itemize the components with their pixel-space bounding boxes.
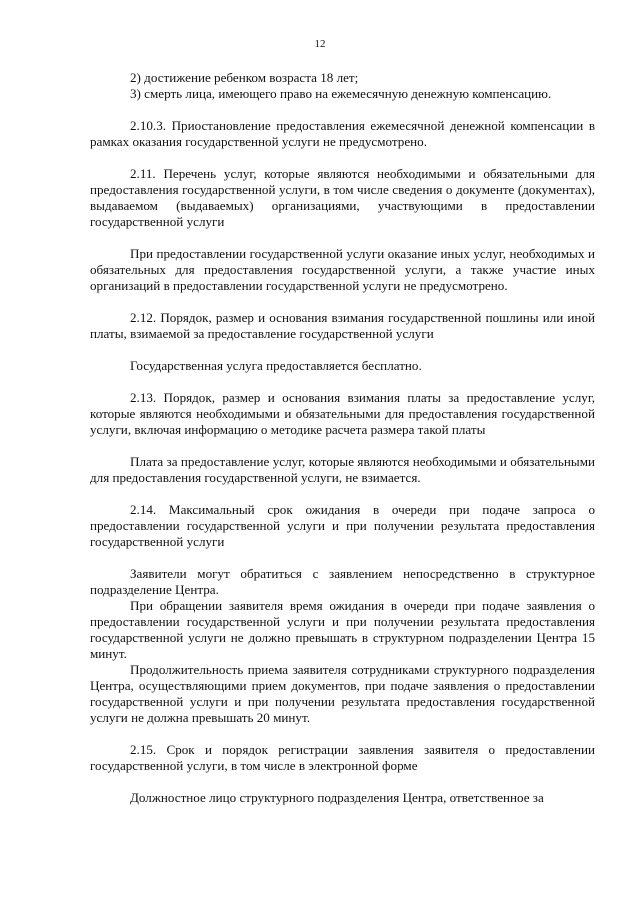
paragraph-no-other-services: При предоставлении государственной услуги оказание иных услуг, необходимых и обязательных для предоставления государственной услуги, а также участие иных организаций в предоставлении государственной услуги не предусмотрено. [90,246,595,293]
page-number: 12 [314,38,326,50]
section-heading-2-12: 2.12. Порядок, размер и основания взимания государственной пошлины или иной платы, взимаемой за предоставление государственной услуги [90,310,595,341]
section-heading-2-11: 2.11. Перечень услуг, которые являются необходимыми и обязательными для предоставления государственной услуги, в том числе сведения о документе (документах), выдаваемом (выдаваемых) организациями, участвующими в предоставлении государственной услуги [90,166,595,229]
paragraph-ward-age: 2) достижение ребенком возраста 18 лет; [130,70,359,85]
document-body [90,70,595,806]
paragraph-reception-duration: Продолжительность приема заявителя сотрудниками структурного подразделения Центра, осуществляющими прием документов, при подаче заявления о предоставлении государственной услуги и при получении результата предоставления государственной услуги не должна превышать 20 минут. [90,662,595,725]
section-heading-2-15: 2.15. Срок и порядок регистрации заявления заявителя о предоставлении государственной услуги, в том числе в электронной форме [90,742,595,773]
paragraph-no-fee: Плата за предоставление услуг, которые являются необходимыми и обязательными для предоставления государственной услуги, не взимается. [90,454,595,485]
section-heading-2-13: 2.13. Порядок, размер и основания взимания платы за предоставление услуг, которые являются необходимыми и обязательными для предоставления государственной услуги, включая информацию о методике расчета размера такой платы [90,390,595,437]
paragraph-queue-time: При обращении заявителя время ожидания в очереди при подаче заявления о предоставлении государственной услуги и при получении результата предоставления государственной услуги не должно превышать в структурном подразделении Центра 15 минут. [90,598,595,661]
paragraph-2-10-3: 2.10.3. Приостановление предоставления ежемесячной денежной компенсации в рамках оказания государственной услуги не предусмотрено. [90,118,595,149]
paragraph-death-of-recipient: 3) смерть лица, имеющего право на ежемесячную денежную компенсацию. [130,86,552,101]
section-heading-2-14: 2.14. Максимальный срок ожидания в очереди при подаче запроса о предоставлении государственной услуги и при получении результата предоставления государственной услуги [90,502,595,549]
paragraph-free-of-charge: Государственная услуга предоставляется бесплатно. [130,358,422,373]
paragraph-responsible-official: Должностное лицо структурного подразделения Центра, ответственное за [130,790,544,805]
paragraph-apply-directly: Заявители могут обратиться с заявлением непосредственно в структурное подразделение Центра. [90,566,595,597]
